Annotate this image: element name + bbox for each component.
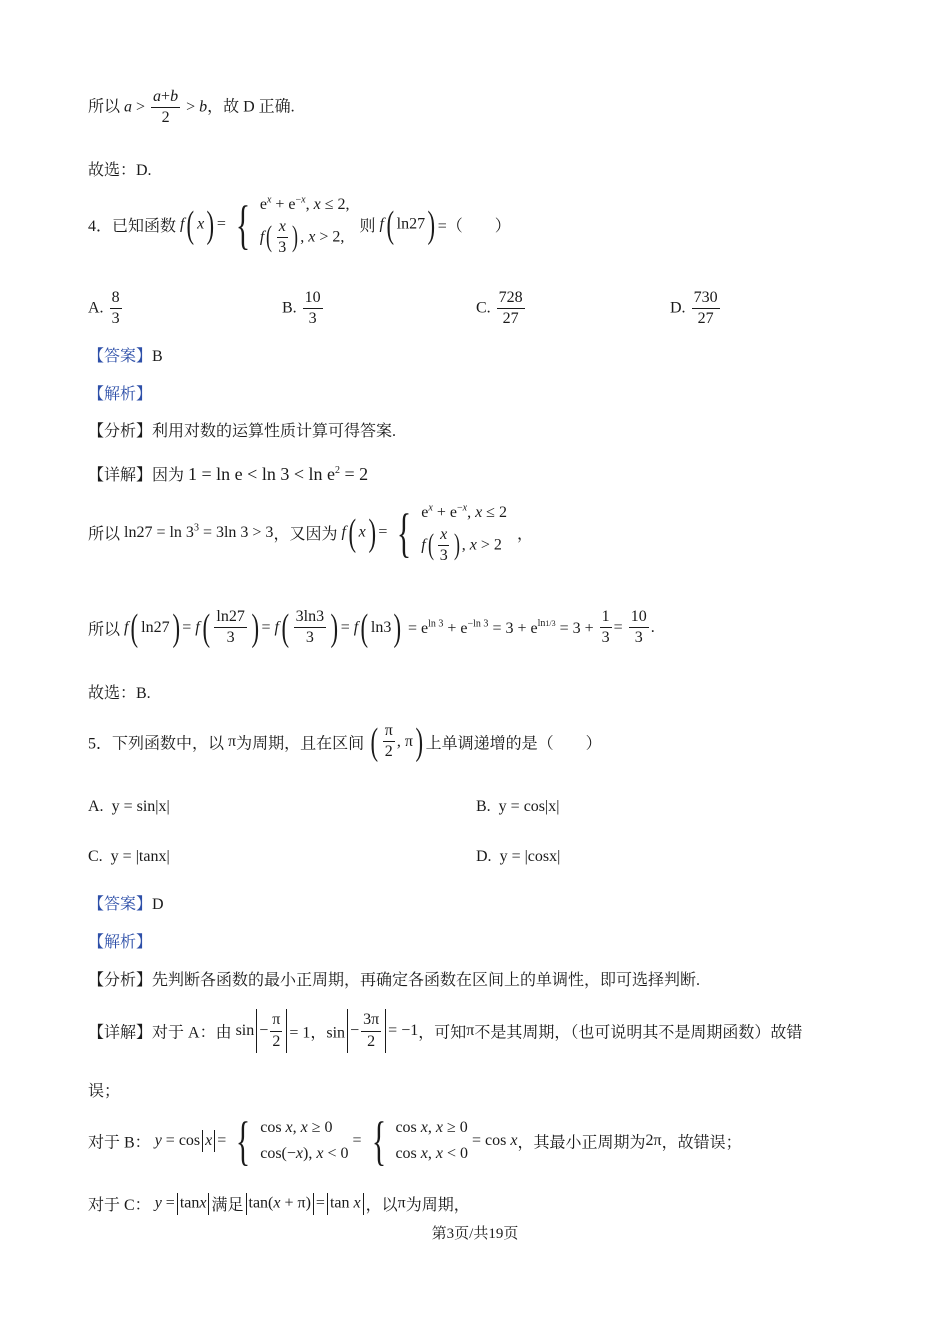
q4-choose: 故选：B.: [88, 685, 151, 702]
fenxi-tag: 【分析】: [88, 972, 153, 989]
q4-option-c: [476, 289, 527, 329]
q5-stem-prefix: 5．下列函数中，以: [88, 735, 225, 753]
q5-stem: 5．下列函数中，以 π为周期，且在区间 ( $\frac{\pi}{2}$ , π) 上单调递增的是（ ）: [88, 720, 602, 763]
option-den: 3: [308, 310, 317, 328]
option-label: D.: [670, 299, 686, 317]
fenxi-text: 先判断各函数的最小正周期，再确定各函数在区间上的单调性，即可选择判断.: [152, 972, 701, 989]
q5-fenxi: [88, 967, 700, 990]
detail-a-suffix: ，可知: [418, 1024, 467, 1042]
fenxi-tag: 【分析】: [88, 423, 153, 440]
q5-stem-suffix: 上单调递增的是（ ）: [425, 735, 602, 753]
option-den: 27: [697, 310, 714, 328]
q4-detail-2: 所以 $\ln 27 = \ln 3^3 = 3\ln$ 3 > 3，又因为 f( x) = { $e^x + e^{-x}$, x ≤ 2 f( $\frac{x}{3}$ ) , x > 2 ，: [88, 502, 533, 564]
q4-option-b: [282, 289, 325, 329]
q4-option-a: [88, 289, 124, 329]
detail-c-prefix: 对于 C：: [88, 1197, 151, 1214]
page-footer: 第3页/共19页: [431, 1226, 519, 1242]
choose-d: 故选：D.: [88, 162, 152, 179]
detail-c-suffix: ，以: [365, 1197, 398, 1214]
option-expr: y = cos|x|: [498, 798, 560, 815]
q4-stem-mid: 则: [359, 218, 376, 236]
detail-c-tail: 为周期，: [405, 1197, 470, 1214]
option-expr: y = |cosx|: [499, 848, 561, 865]
q4-detail-1: 【详解】因为 $1 = \ln e < \ln 3 < \ln e^2 = 2$: [88, 464, 369, 484]
line-conclusion-d: 所以 a > $\frac{a+b}{2}$ > b，故 D 正确.: [88, 88, 295, 127]
q5-option-b: [476, 798, 559, 816]
detail-a-prefix: 对于 A：由: [152, 1024, 232, 1042]
answer-value: B: [152, 348, 163, 365]
q5-detail-a-wrap: 误；: [88, 1083, 121, 1100]
q4-stem-prefix: 4．已知函数: [88, 218, 177, 236]
option-den: 3: [111, 310, 120, 328]
q4-answer: [88, 343, 163, 366]
option-label: B.: [476, 798, 491, 815]
detail-line2-mid: ，又因为: [273, 526, 338, 544]
fenxi-text: 利用对数的运算性质计算可得答案.: [152, 423, 397, 440]
fraction-a-plus-b-over-2: $\frac{a+b}{2}$: [153, 88, 179, 127]
q4-analysis-tag: 【解析】: [88, 386, 153, 403]
option-num: 728: [497, 289, 525, 309]
option-num: 8: [110, 289, 122, 309]
detail-tag: 【详解】: [88, 467, 153, 484]
q5-detail-b: 对于 B： y = cos x = { cos x, x ≥ 0 cos(−x), x < 0 = { cos x, x ≥ 0 cos x, x < 0 = cos x，其最小正周期为2π，故错误；: [88, 1111, 742, 1171]
q4-option-d: [670, 289, 722, 329]
q5-option-a: [88, 798, 170, 816]
answer-tag: 【答案】: [88, 896, 153, 913]
q5-stem-mid: 为周期，且在区间: [236, 735, 365, 753]
option-label: A.: [88, 798, 104, 815]
option-num: 730: [692, 289, 720, 309]
option-label: C.: [88, 848, 103, 865]
option-label: C.: [476, 299, 491, 317]
q4-piecewise: $e^x + e^{-x}$, x ≤ 2, f( $\frac{x}{3}$ ) , x > 2,: [259, 194, 350, 256]
q4-detail-3: 所以 f( ln27) = f( $\frac{\ln 27}{3}$ ) = f( $\frac{3\ln 3}{3}$ ) = f( $\ln 3) = e^{ln 3} + e^{-ln 3} = 3 + e^{ln1/3} = 3$ + $\frac{1}{3}$ = $\frac{10}{3}$ .: [88, 606, 655, 649]
detail-line2-prefix: 所以: [88, 526, 121, 544]
q5-answer: [88, 891, 164, 914]
option-den: 27: [502, 310, 519, 328]
detail-a-tail: 不是其周期，（也可说明其不是周期函数）故错: [474, 1024, 803, 1042]
q5-option-d: [476, 848, 560, 866]
detail-b-tail: ，故错误；: [661, 1134, 742, 1152]
option-expr: y = |tanx|: [110, 848, 170, 865]
q5-detail-a: 【详解】对于 A：由 sin − $\frac{\pi}{2}$ = 1，sin − $\frac{3\pi}{2}$ = −1，可知π不是其周期，（也可说明其不是周期函数）故错: [88, 1009, 802, 1053]
answer-tag: 【答案】: [88, 348, 153, 365]
text-prefix: 所以: [88, 98, 121, 116]
q4-fenxi: [88, 418, 396, 441]
detail-b-suffix: ，其最小正周期为: [517, 1134, 646, 1152]
answer-value: D: [152, 896, 164, 913]
option-num: 10: [303, 289, 323, 309]
q4-stem: 4．已知函数 f( x) = { $e^x + e^{-x}$, x ≤ 2, f( $\frac{x}{3}$ ) , x > 2, 则 f( ln27) =（ ）: [88, 192, 511, 257]
detail-line3-prefix: 所以: [88, 621, 121, 639]
q5-detail-c: 对于 C： y = tanx 满足 tan(x + π) = tan x ，以π为周期，: [88, 1194, 470, 1214]
q5-analysis-tag: 【解析】: [88, 934, 153, 951]
q5-option-c: [88, 848, 170, 866]
option-label: A.: [88, 299, 104, 317]
detail-prefix: 因为: [152, 467, 185, 484]
detail-c-mid: 满足: [211, 1197, 244, 1214]
option-expr: y = sin|x|: [111, 798, 170, 815]
text-suffix: ，故 D 正确.: [207, 98, 295, 116]
option-label: D.: [476, 848, 492, 865]
option-label: B.: [282, 299, 297, 317]
detail-tag: 【详解】: [88, 1024, 153, 1042]
detail-b-prefix: 对于 B：: [88, 1134, 151, 1152]
q4-stem-suffix: =（ ）: [437, 218, 511, 236]
